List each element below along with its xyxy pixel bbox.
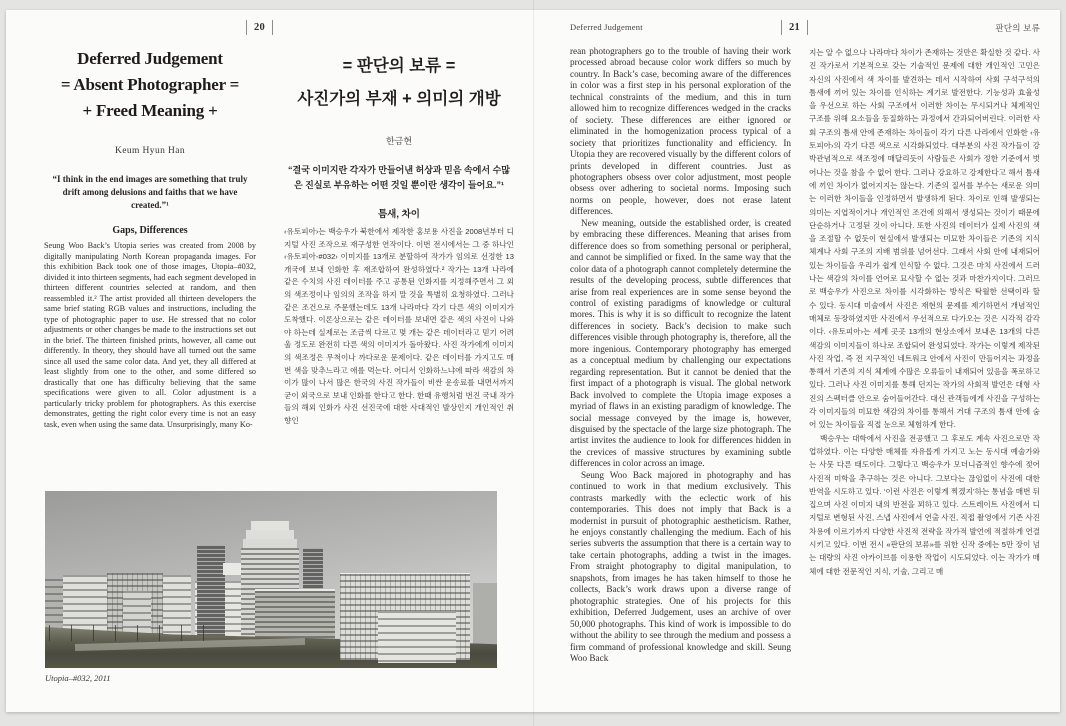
body-text-ko: ‹유토피아›는 백승우가 북한에서 제작한 홍보용 사진을 2008년부터 디지털 사진 조작으로 재구성한 연작이다. 이번 전시에서는 그 중 하나인 ‹유토피아-#032› 이미지를 13개로 분할하여 작가가 임의로 선정한 13개국에 보내 인화한 후 재조합하여 완성하였다.² 작가는 13개 나라에 같은 수치의 사진 데이터를 주고 공통된 인화지를 지정해주면서 그 외의 색조정이나 임의의 조작을 하지 말 것을 특별히 요청하였다. 그러나 같은 조건으로 주문했는데도 13개 나라마다 각기 다른 색의 이미지가 도착했다. 이론상으로는 같은 데이터를 보내면 같은 색의 사진이 나와야 하는데 실제로는 조금씩 다르고 몇 개는 같은 데이터라고 믿기 어려울 정도로 완전히 다른 색의 이미지가 돌아왔다. 사진 작가에게 이미지의 색조정은 무척이나 까다로운 문제이다. 같은 데이터를 가지고도 매번 색을 맞추느라고 애를 먹는다. 어디서 인화하느냐에 따라 색감의 차이가 많이 나서 많은 한국의 사진 작가들이 비싼 운송료를 내면서까지 굳이 외국으로 보내 인화를 한다고 한다. 한때 유행처럼 번진 국내 작가들의 해외 인화가 사진 선진국에 대한 사대적인 발상인지 개인적인 취향인 — [284, 227, 514, 425]
page-number-left-value: 20 — [254, 22, 266, 33]
running-header-ko: 판단의 보류 — [995, 23, 1040, 33]
title-line: + Freed Meaning + — [82, 101, 218, 120]
page-number-left — [246, 20, 273, 35]
photo-building-far-right — [473, 583, 497, 651]
photo-low-slab — [255, 589, 335, 645]
title-line: Deferred Judgement — [77, 49, 223, 68]
title-line: 사진가의 부재 + 의미의 개방 — [297, 90, 501, 108]
page-number-rule — [272, 20, 273, 35]
section-heading-ko: 틈새, 차이 — [378, 209, 420, 220]
page-number-right — [781, 20, 808, 35]
paragraph: 백승우는 대학에서 사진을 전공했고 그 후로도 계속 사진으로만 작업하였다. 이는 다양한 매체를 자유롭게 가지고 노는 동시대 예술가와는 사뭇 다른 태도이다. 그렇다고 백승우가 모더니즘적인 향수에 젖어 사진적 미학을 추구하는 것은 아니다. 그보다는 끊임없이 사진에 대한 반역을 시도하고 있다. ‘이런 사진은 이렇게 찍겠지’하는 통념을 매번 뒤집으며 사진 이미지 내의 반전을 꾀하고 있다. 스트레이트 사진에서 디지털로 변형된 사진, 스냅 사진에서 연출 사진, 직접 촬영에서 기존 사진 차용에 이르기까지 다양한 사진적 전략을 작가적 발언에 적절하게 연결시키고 있다. 이번 전시 «판단의 보류»를 위한 신작 중에는 5만 장이 넘는 대량의 사진 아카이브를 이용한 작업이 시도되었다. 이는 작가가 매체에 대한 전문적인 지식, 기술, 그리고 매 — [809, 433, 1040, 576]
article-title-en — [44, 46, 256, 124]
page-number-rule — [781, 20, 782, 35]
paragraph: New meaning, outside the established order, is created by embracing these differences. Meaning that arises from difference does so from something personal or peripheral, and cannot be simplified or fixed. In the same way that the color data of a photograph cannot completely determine the results of the developing process, subtle differences that arise from real experiences are in some sense beyond the control of existing paradigms of knowledge or cultural mores. This is why it is so difficult to recognize the latent differences in society. Back’s decision to make such differences visible through photography is, therefore, all the more ingenious. Contemporary photography has emerged as a conceptual medium by challenging our expectations regarding representation. But it cannot be denied that the first impact of a photograph is visual. The global network Back involved to complete the Utopia image exposes a myriad of flaws in an existing paradigm of knowledge. The social message conveyed by the image is, however, disguised by the spectacle of the large size photograph. The artist invites the audience to look for differences hidden in the crevices of massive structures by examining subtle differences in color across an image. — [570, 217, 791, 469]
photo-building-right-front — [378, 611, 456, 663]
epigraph-ko: “결국 이미지란 각자가 만들어낸 허상과 믿음 속에서 수많은 진실로 부유하는 어떤 것일 뿐이란 생각이 들어요.”¹ — [288, 165, 510, 190]
paragraph: rean photographers go to the trouble of having their work processed abroad because color work differs so much by country. In Back’s case, becoming aware of the differences in color was a first step in his personal exploration of the technical constraints of the medium, and this in turn allowed him to recognize differences wedged in the cracks of society. These differences are either ignored or eliminated in the homogenization process typical of a society that prioritizes functionality and efficiency. In Utopia they are recovered visually by the different colors of prints developed in different countries. Just as photographers obsess over color adjustment, most people obsess over adhering to societal norms. Imposing such norms on people, however, does not erase latent differences. — [570, 46, 791, 217]
paragraph: 지는 알 수 없으나 나라마다 차이가 존재하는 것만은 확실한 것 같다. 사진 작가로서 기본적으로 갖는 기술적인 문제에 대한 개인적인 고민은 자신의 사진에서 색 차이를 발견하는 데서 시작하여 사회 구석구석의 틈새에 끼어 있는 차이를 인식하는 계기로 발전한다. 기능성과 효율성을 우선으로 하는 사회 구조에서 이러한 차이는 무시되거나 체계적인 구조를 위해 요소들을 동질화하는 과정에서 간과되어버린다. 이러한 사회 구조의 틈새 안에 존재하는 차이들이 각기 다른 나라에서 인화한 ‹유토피아›의 각기 다른 색으로 시각화되었다. 대부분의 사진 작가들이 강박관념적으로 색조정에 매달리듯이 사람들은 사회가 정한 기준에서 벗어나는 것을 참을 수 없어 한다. 그러나 강요하고 강제한다고 해서 틈새에 끼인 차이가 없어지지는 않는다. 기존의 질서를 부수는 새로운 의미는 이러한 차이들을 인정하면서 발생하게 된다. 차이로 인해 발생되는 의미는 지엽적이거나 개인적인 조건에 의해서 생성되는 것이기 때문에 단순하거나 고정된 것이 아니다. 또한 사진의 데이터가 실제 사진의 색을 조절할 수 없듯이 현실에서 발생되는 미묘한 차이들은 기존의 지식 체계나 사회 구조의 지배 범위를 넘어선다. 그래서 사회 안에 내재되어 있는 차이들을 우리가 쉽게 인식할 수 없다. 그것은 마치 사진에서 드러나는 색감의 차이를 언어로 묘사할 수 없는 것과 마찬가지이다. 그러므로 백승우가 사진으로 차이를 시각화하는 방식은 탁월한 선택이라 할 수 있다. 동시대 미술에서 사진은 재현의 문제를 제기하면서 개념적인 매체로 등장하였지만 사진에서 우선적으로 다가오는 것은 시각적 감각이다. ‹유토피아›는 세계 곳곳 13개의 현상소에서 보내온 13개의 다른 색감의 이미지들이 하나로 조합되어 완성되었다. 작가는 이렇게 제작된 사진 작업, 즉 전 지구적인 네트워크 안에서 사진이 만들어지는 과정을 통해서 기존의 지식 체계에 수많은 오류들이 내재되어 있음을 폭로하고 있다. 그러나 사진 이미지를 통해 던지는 작가의 사회적 발언은 대형 사진의 스펙터클 안으로 숨어들어간다. 대신 관객들에게 사진을 구성하는 각 이미지들의 미묘한 색감의 차이를 통해서 거대 구조의 틈새 안에 숨어 있는 차이들을 직접 눈으로 체험하게 한다. — [809, 48, 1040, 430]
running-header-en: Deferred Judgement — [570, 22, 643, 32]
page-number-rule — [246, 20, 247, 35]
page-number-rule — [807, 20, 808, 35]
page-number-right-value: 21 — [789, 22, 801, 33]
page-spine-divider — [533, 0, 534, 726]
column-korean-left — [284, 46, 514, 428]
paragraph: Seung Woo Back majored in photography and has continued to work in that medium exclusively. This contrasts markedly with the eclectic work of his contemporaries. This does not imply that Back is a modernist in pursuit of photographic aestheticism. Rather, he enjoys constantly challenging the medium. Each of his series subverts the assumption that there is a certain way to take certain photographs, adding a twist in the images. From straight photography to digital manipulation, to snapshots, from images he has taken himself to those he collects, Back’s work draws upon a diverse range of photographic strategies. One of his projects for this exhibition, Deferred Judgement, uses an archive of over 50,000 photographs. This kind of work is impossible to do without the ability to see through the medium and possess a firm command of professional knowledge and skill. Seung Woo Back — [570, 469, 791, 664]
column-korean-right — [809, 46, 1040, 578]
utopia-photograph — [45, 491, 497, 668]
article-title-ko — [284, 50, 514, 116]
title-line: = 판단의 보류 = — [342, 57, 456, 75]
column-english-left — [44, 46, 256, 430]
author-ko: 한금현 — [385, 136, 413, 146]
figure-caption: Utopia–#032, 2011 — [45, 673, 111, 683]
body-text-en: Seung Woo Back’s Utopia series was created from 2008 by digitally manipulating North Korean propaganda images. For this exhibition Back took one of those images, Utopia–#032, divided it into thirteen segments, had each segment developed in thirteen different countries selected at random, and then reassembled it.² The artist provided all thirteen developers the same brief stating RGB values and instructions, including the type of photographic paper to use. He stressed that no color adjustments or other changes be made to the instructions set out in the brief. The thirteen finished prints, however, all came out differently. In theory, they should have all turned out the same since all used the same color data. And yet, they all differed at least slightly from one to the other, and some differed so drastically that one has difficulty believing that the same specifications were given to all. Color adjustment is a particularly tricky problem for photographers. As this exercise demonstrates, getting the right color every time is not an easy task, even when using the same data. Unsurprisingly, many Ko- — [44, 241, 256, 429]
photo-fence-posts — [49, 625, 219, 641]
title-line: = Absent Photographer = — [60, 75, 240, 94]
column-english-right — [570, 46, 791, 664]
author-en: Keum Hyun Han — [114, 146, 186, 156]
section-heading-en: Gaps, Differences — [112, 225, 188, 236]
epigraph-en: “I think in the end images are something that truly drift among delusions and faiths that we have created.”¹ — [52, 174, 248, 210]
